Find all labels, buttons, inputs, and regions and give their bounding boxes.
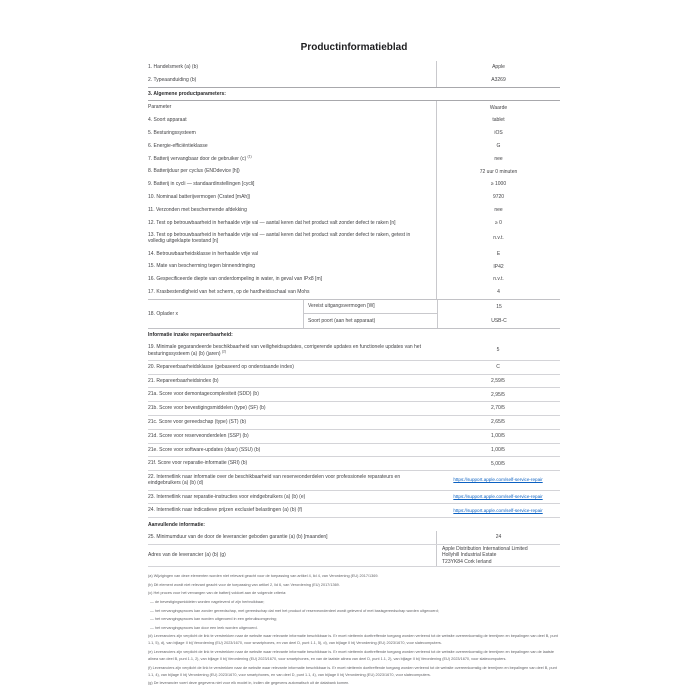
row-value: n.v.t.: [436, 229, 560, 247]
row-label: 9. Batterij in cycli — standaardinstellingen [cycli]: [148, 181, 255, 188]
row-value: 2,59/5: [491, 377, 505, 384]
row-label: 21f. Score voor reparatie-informatie (SRI) (b): [148, 460, 248, 467]
row-label: 18. Oplader x: [148, 310, 179, 317]
section-header-repairability: Informatie inzake repareerbaarheid:: [148, 332, 233, 339]
table-row-indicative-prices-link: [148, 504, 560, 518]
table-row-score-fasteners: [148, 402, 560, 416]
row-label: 21a. Score voor demontagecomplexiteit (SDD) (b): [148, 391, 259, 398]
row-value: 4: [436, 286, 560, 299]
table-row-protective-cover: [148, 204, 560, 217]
footnote-c: (c) Het proces voor het vervangen van de batterij voldoet aan de volgende criteria:: [148, 591, 287, 596]
column-header-parameter: Parameter: [148, 104, 172, 111]
table-row-free-fall-test-unfolded: [148, 229, 560, 247]
table-row-os: [148, 127, 560, 140]
row-label: 17. Krasbestendigheid van het scherm, op de hardheidsschaal van Mohs: [148, 289, 310, 296]
address-line: T23YK84 Cork Ierland: [442, 558, 492, 565]
row-value: G: [436, 140, 560, 153]
row-label: 5. Besturingssysteem: [148, 129, 196, 136]
table-row-score-disassembly: [148, 388, 560, 402]
address-line: Apple Distribution International Limited: [442, 545, 528, 552]
footnote-a: (a) Wijzigingen van deze elementen worden niet relevant geacht voor de toepassing van artikel 4, lid 4, van Verordening (EU) 2017/1369.: [148, 574, 379, 579]
row-value: tablet: [436, 114, 560, 127]
row-label: 1. Handelsmerk (a) (b): [148, 64, 199, 71]
row-label: [148, 153, 436, 165]
row-label: 21b. Score voor bevestigingsmiddelen (type) (SF) (b): [148, 405, 266, 412]
row-label: 11. Verzonden met beschermende afdekking: [148, 206, 247, 213]
table-row-energy-class: [148, 140, 560, 153]
row-value: 2,65/5: [491, 419, 505, 426]
row-label: 21e. Score voor software-updates (duur) (SSU) (b): [148, 446, 261, 453]
table-row-spare-parts-link: [148, 471, 560, 490]
footnote-marker: (1): [247, 153, 252, 158]
row-label: 21. Repareerbaarheidsindex (b): [148, 377, 219, 384]
table-row-supplier-address: [148, 545, 560, 568]
table-row-ingress-protection: [148, 260, 560, 273]
footnote-c-bullet: — het vervangingsproces kan door een leek worden uitgevoerd.: [150, 625, 258, 630]
row-label: 21c. Score voor gereedschap (type) (ST) (b): [148, 419, 247, 426]
repair-instructions-link[interactable]: https://support.apple.com/self-service-repair: [453, 493, 543, 499]
row-value: nee: [436, 153, 560, 166]
supplier-address: [436, 545, 560, 567]
row-value: A3269: [436, 74, 560, 87]
row-value: E: [436, 248, 560, 261]
row-label: 21d. Score voor reserveonderdelen (SSP) (b): [148, 432, 249, 439]
table-row-battery-replaceable: [148, 153, 560, 166]
row-value: ≥ 1000: [436, 178, 560, 191]
spare-parts-link[interactable]: https://support.apple.com/self-service-repair: [453, 477, 543, 483]
row-label: 4. Soort apparaat: [148, 117, 187, 124]
charger-output-label: Vereist uitgangsvermogen [W]: [304, 300, 437, 314]
table-row-repairability-index: [148, 375, 560, 389]
row-value: Apple: [436, 61, 560, 74]
table-row-battery-endurance: [148, 165, 560, 178]
table-row-score-tools: [148, 416, 560, 430]
table-row-immersion-depth: [148, 273, 560, 286]
table-row-battery-cycles: [148, 178, 560, 191]
row-label: 8. Batterijduur per cyclus (ENDdevice [h]): [148, 168, 240, 175]
row-label: 25. Minimumduur van de door de leverancier geboden garantie (a) (b) [maanden]: [148, 533, 328, 540]
table-row-reliability-class: [148, 248, 560, 261]
row-value: C: [496, 364, 500, 371]
column-header-value: Waarde: [436, 101, 560, 114]
table-row-device-type: [148, 114, 560, 127]
footnotes-section: [148, 573, 560, 687]
charger-sub-values: [437, 300, 560, 328]
row-label: 12. Test op betrouwbaarheid in herhaalde vrije val — aantal keren dat het product valt zonder defect te raken [n]: [148, 219, 396, 226]
section-header-additional-info: Aanvullende informatie:: [148, 521, 205, 528]
row-value: n.v.t.: [436, 273, 560, 286]
table-row-battery-capacity: [148, 191, 560, 204]
row-label: 13. Test op betrouwbaarheid in herhaalde vrije val — aantal keren dat het product valt zonder defect te raken, getest in volledig uitgeklapte toestand [n]: [148, 231, 411, 245]
charger-port-value: USB-C: [491, 317, 507, 324]
row-label: 24. Internetlink naar indicatieve prijzen exclusief belastingen (a) (b) (f): [148, 507, 303, 514]
table-row-free-fall-test: [148, 217, 560, 230]
row-value: 72 uur 0 minuten: [436, 165, 560, 178]
footnote-c-bullet: — het vervangingsproces kan zonder gereedschap, met gereedschap dat met het product of reserveonderdeel wordt geleverd of met basisgereedschap worden uitgevoerd;: [150, 608, 439, 613]
footnote-d: (d) Leveranciers zijn verplicht de link te verstrekken naar de website waar relevante informatie beschikbaar is. Er moet niettemin doeltreffende toegang worden verleend tot de website overeenkomstig de termijnen en bepalingen van deel B, punt 1.1, 5), d), van bijlage II bij Verordening (EU) 2023/1670, voor smartphones, en van deel D, punt 1.1, 5), d), van bijlage II bij Verordening (EU) 2023/1670, voor slatecomputers.: [148, 634, 558, 646]
row-value: ≥ 0: [436, 217, 560, 230]
footnote-e: (e) Leveranciers zijn verplicht de link te verstrekken naar de website waar relevante informatie beschikbaar is. Er moet niettemin doeltreffende toegang worden verleend tot de website overeenkomstig de termijnen en bepalingen van de laatste alinea van deel B, punt 1.1, 2), van bijlage II bij Verordening (EU) 2023/1670, voor smartphones, en van de laatste alinea van deel D, punt 1.1, 2), van bijlage II bij Verordening (EU) 2023/1670, voor slatecomputers.: [148, 650, 555, 662]
row-label-text: 7. Batterij vervangbaar door de gebruiker (c): [148, 155, 247, 162]
table-row-repair-instructions-link: [148, 491, 560, 505]
footnote-b: (b) Dit element wordt niet relevant geacht voor de toepassing van artikel 2, lid 6, van Verordening (EU) 2017/1369.: [148, 582, 340, 587]
row-label: 14. Betrouwbaarheidsklasse in herhaalde vrije val: [148, 250, 259, 257]
row-value: 9720: [436, 191, 560, 204]
row-value: [436, 504, 560, 517]
footnote-f: (f) Leveranciers zijn verplicht de link te verstrekken naar de website waar relevante informatie beschikbaar is. Er moet niettemin doeltreffende toegang worden verleend tot de website overeenkomstig de termijnen en bepalingen van deel B, punt 1.1, 4), van bijlage II bij Verordening (EU) 2023/1670, voor smartphones, en van deel D, punt 1.1, 4), van bijlage II bij Verordening (EU) 2023/1670, voor slatecomputers.: [148, 665, 557, 677]
row-label: 15. Mate van bescherming tegen binnendringing: [148, 263, 256, 270]
row-label-text: 19. Minimale gegarandeerde beschikbaarheid van veiligheidsupdates, corrigerende updates en functionele updates van het besturingssysteem (a) (b) (jaren): [148, 343, 421, 357]
row-value: 2,95/5: [491, 391, 505, 398]
section-header-general-parameters: 3. Algemene productparameters:: [148, 87, 560, 102]
footnote-c-bullet: — het vervangingsproces kan worden uitgevoerd in een gebruiksomgeving;: [150, 617, 277, 622]
address-line: Hollyhill Industrial Estate: [442, 552, 497, 559]
table-row-parameter-header: [148, 101, 560, 114]
row-label: Adres van de leverancier (a) (b) (g): [148, 552, 226, 559]
table-row-trademark: [148, 61, 560, 74]
row-label: 16. Gespecificeerde diepte van onderdompeling in water, in geval van IPx8 [m]: [148, 276, 322, 283]
row-value: IP42: [436, 260, 560, 273]
row-value: 5,00/5: [491, 460, 505, 467]
row-value: 1,00/5: [491, 433, 505, 439]
row-value: 1,00/5: [491, 446, 505, 453]
table-row-repairability-class: [148, 361, 560, 375]
table-row-update-availability: [148, 342, 560, 361]
row-label: 22. Internetlink naar informatie over de beschikbaarheid van reserveonderdelen voor professionele reparateurs en eindgebruikers (a) (b) (d): [148, 473, 401, 487]
table-row-scratch-resistance: [148, 286, 560, 299]
charger-port-label: Soort poort (aan het apparaat): [308, 317, 376, 324]
table-row-score-spare-parts: [148, 430, 560, 444]
row-value: 5: [496, 347, 500, 354]
table-row-model: [148, 74, 560, 87]
table-row-score-software-updates: [148, 444, 560, 458]
page-title: Productinformatieblad: [300, 42, 408, 53]
indicative-prices-link[interactable]: https://support.apple.com/self-service-repair: [453, 507, 543, 513]
row-value: [436, 471, 560, 489]
charger-sub-labels: [303, 300, 437, 328]
row-label: 23. Internetlink naar reparatie-instructies voor eindgebruikers (a) (b) (e): [148, 493, 306, 500]
footnote-c-bullet: — de bevestigingsmiddelen worden nageleverd of zijn herbruikbaar;: [150, 600, 265, 605]
footnote-g: (g) De leverancier voert deze gegevens niet voor elk model in, indien die gegevens automatisch uit de databank komen.: [148, 681, 350, 686]
table-row-warranty: [148, 531, 560, 545]
row-label: 20. Repareerbaarheidsklasse (gebaseerd op onderstaande index): [148, 363, 294, 370]
row-label: 6. Energie-efficiëntieklasse: [148, 142, 208, 149]
row-label: [148, 342, 436, 360]
row-value: [436, 491, 560, 504]
footnote-marker: (2): [221, 349, 227, 354]
row-label: 10. Nominaal batterijvermogen (Crated [mAh]): [148, 193, 251, 200]
row-value: nee: [436, 204, 560, 217]
row-value: iOS: [436, 127, 560, 140]
charger-output-value: 15: [496, 303, 502, 310]
row-value: 24: [436, 531, 560, 544]
table-row-score-repair-info: [148, 457, 560, 471]
table-row-charger: [148, 299, 560, 329]
row-value: 2,70/5: [491, 405, 505, 412]
document-page: [148, 42, 560, 689]
row-label: 2. Typeaanduiding (b): [148, 76, 197, 83]
